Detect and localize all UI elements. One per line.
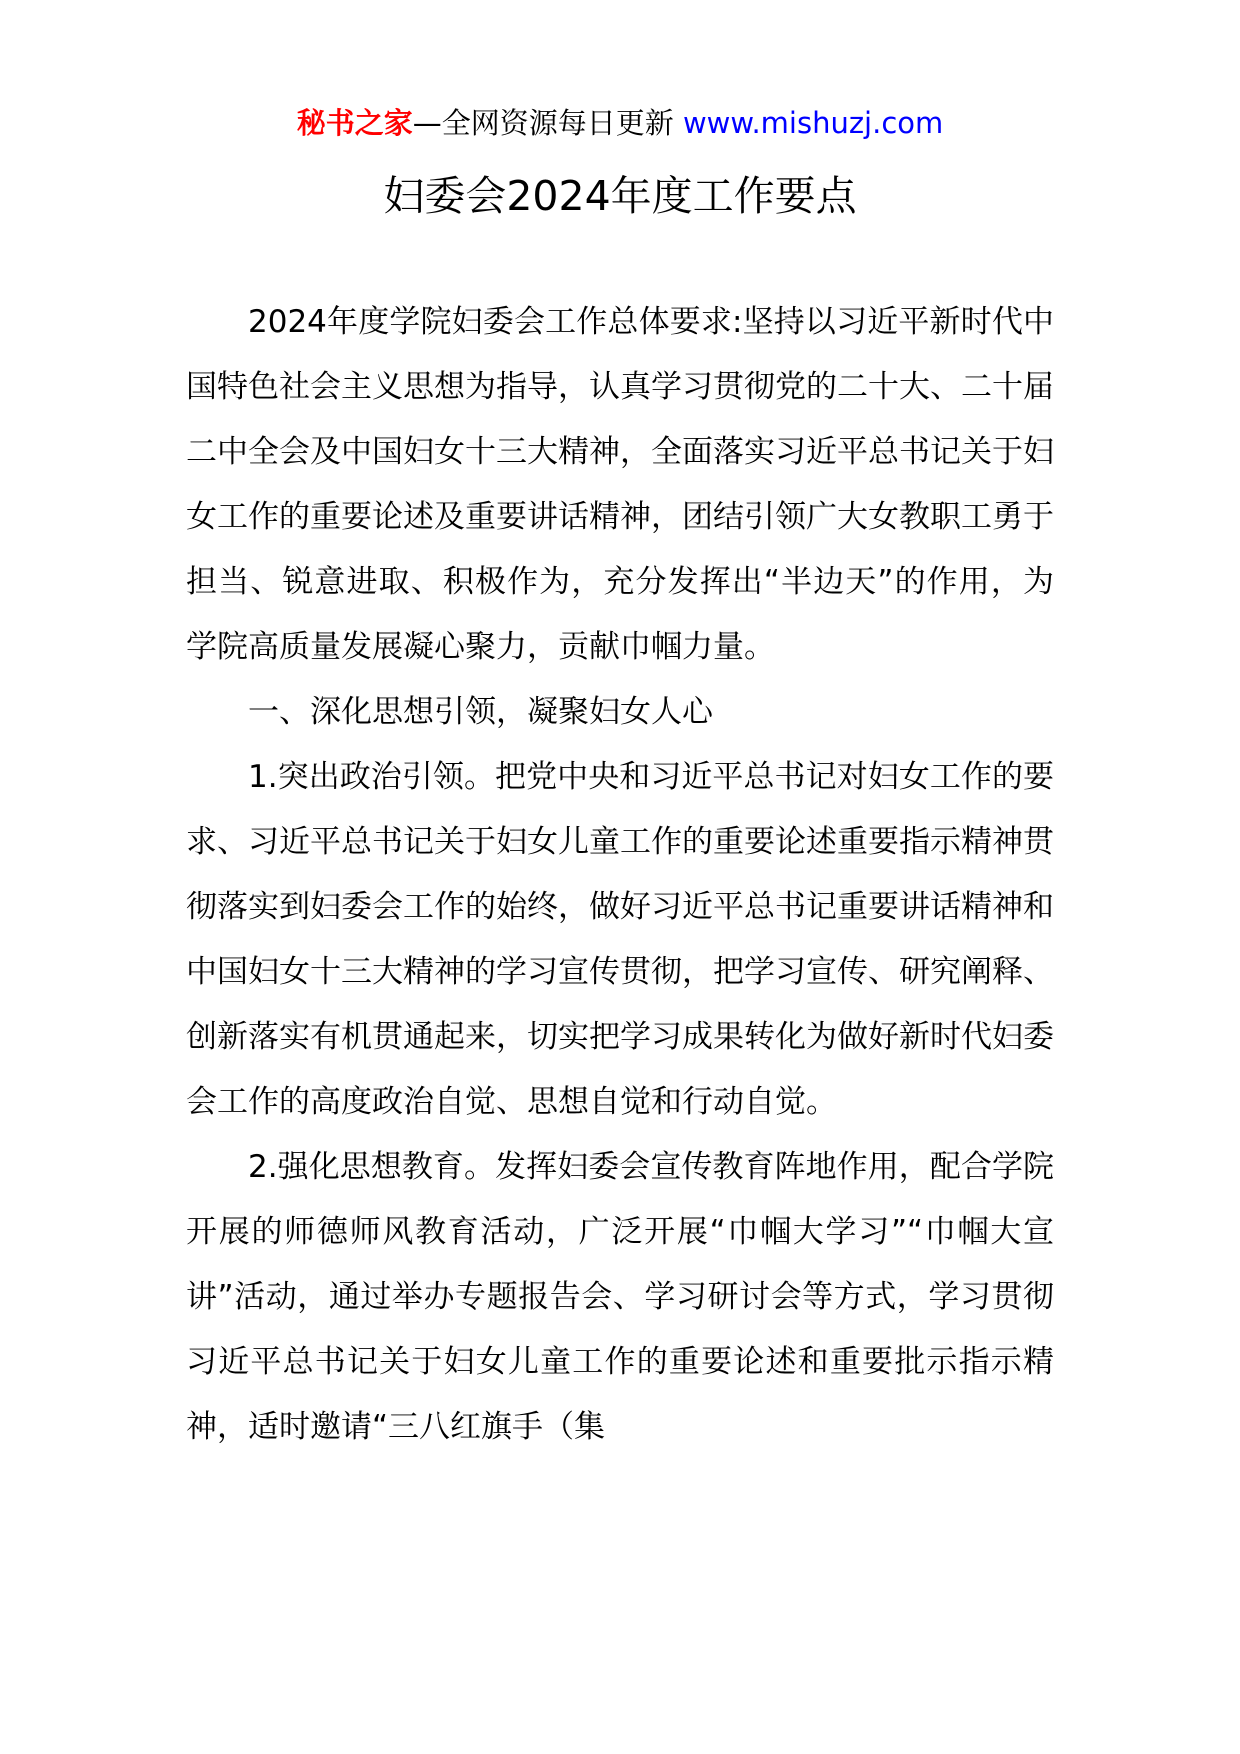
site-name: 秘书之家 bbox=[296, 106, 413, 140]
section-heading: 一、深化思想引领，凝聚妇女人心 bbox=[248, 694, 713, 730]
intro-paragraph: 2024年度学院妇委会工作总体要求:坚持以习近平新时代中国特色社会主义思想为指导，认真学习贯彻党的二十大、二十届二中全会及中国妇女十三大精神，全面落实习近平总书记关于妇女工作的重要论述及重要讲话精神，团结引领广大女教职工勇于担当、锐意进取、积极作为，充分发挥出“半边天”的作用，为学院高质量发展凝心聚力，贡献巾帼力量。 bbox=[186, 304, 1054, 665]
site-header bbox=[0, 103, 1240, 143]
item-paragraph-2: 2.强化思想教育。发挥妇委会宣传教育阵地作用，配合学院开展的师德师风教育活动，广泛开展“巾帼大学习”“巾帼大宣讲”活动，通过举办专题报告会、学习研讨会等方式，学习贯彻习近平总书记关于妇女儿童工作的重要论述和重要批示指示精神，适时邀请“三八红旗手（集 bbox=[186, 1149, 1054, 1445]
document-body bbox=[186, 290, 1054, 1460]
item-paragraph-1: 1.突出政治引领。把党中央和习近平总书记对妇女工作的要求、习近平总书记关于妇女儿童工作的重要论述重要指示精神贯彻落实到妇委会工作的始终，做好习近平总书记重要讲话精神和中国妇女十三大精神的学习宣传贯彻，把学习宣传、研究阐释、创新落实有机贯通起来，切实把学习成果转化为做好新时代妇委会工作的高度政治自觉、思想自觉和行动自觉。 bbox=[186, 759, 1054, 1120]
site-slogan: —全网资源每日更新 bbox=[412, 106, 674, 140]
document-title: 妇委会2024年度工作要点 bbox=[383, 172, 857, 220]
site-url-link[interactable]: www.mishuzj.com bbox=[682, 106, 944, 140]
